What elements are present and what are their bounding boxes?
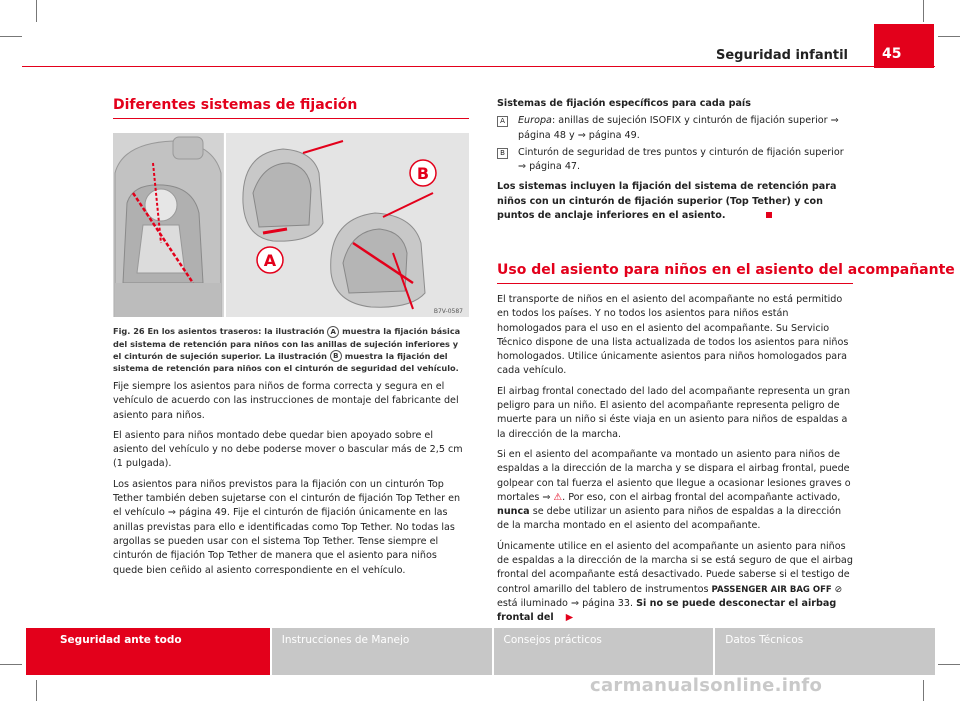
right-column-top — [497, 97, 853, 223]
crop-mark — [36, 0, 37, 22]
figure-label-b: B — [416, 164, 430, 183]
paragraph: El airbag frontal conectado del lado del acompañante representa un gran peligro para un niño. El asiento del acompañante representa peligro de muerte para un niño si éste viaja en un asiento para niños de espaldas a la dirección de la marcha. — [497, 385, 851, 440]
paragraph: Los asientos para niños previstos para la fijación con un cinturón Top Tether también deben sujetarse con el cinturón de fijación Top Tether en el vehículo ⇒ página 49. Fije el cinturón de fijación únicamente en las anillas previstas para ello e identificadas como Top Tether. No todas las argollas se pueden usar con el sistema Top Tether. Tense siempre el cinturón de fijación Top Tether de manera que el asiento para niños quede bien ceñido al asiento correspondiente en el vehículo. — [113, 478, 461, 576]
def-key-a: A — [497, 116, 508, 127]
section-end-mark — [766, 212, 772, 218]
tab-datos-tecnicos[interactable]: Datos Técnicos — [715, 628, 935, 675]
paragraph: El transporte de niños en el asiento del acompañante no está permitido en todos los países. Y no todos los asientos para niños están homologados para el uso en el asiento del acompañante. Su Servicio Técnico dispone de una lista actualizada de todos los asientos para niños homologados. Utilice únicamente asientos para niños homologados para cada vehículo. — [497, 294, 849, 377]
paragraph: Únicamente utilice en el asiento del acompañante un asiento para niños de espaldas a la dirección de la marcha si se está seguro de que el airbag frontal del acompañante está desactivado. Puede saberse si el testigo de control amarillo del tablero de instrumentos PASSENGER AIR BAG OFF ⊘ está iluminado ⇒ página 33. Si no se puede desconectar el airbag frontal del ▶ — [497, 540, 853, 626]
bold-note: Los sistemas incluyen la fijación del sistema de retención para niños con un cinturón de fijación superior (Top Tether) y con puntos de anclaje inferiores en el asiento. — [497, 181, 837, 222]
crop-mark — [938, 36, 960, 37]
section-heading-fixation-systems: Diferentes sistemas de fijación — [113, 97, 358, 113]
crop-mark — [923, 0, 924, 22]
def-key-b: B — [497, 148, 508, 159]
header-rule — [22, 66, 935, 67]
figure-label-a: A — [263, 251, 277, 270]
right-column-body — [497, 293, 853, 626]
section-heading-front-seat: Uso del asiento para niños en el asiento del acompañante — [497, 262, 955, 278]
airbag-off-icon: ⊘ — [831, 584, 843, 595]
running-title: Seguridad infantil — [715, 48, 848, 63]
tab-instrucciones[interactable]: Instrucciones de Manejo — [272, 628, 492, 675]
page-number: 45 — [874, 24, 934, 68]
caption-ref-a: A — [327, 326, 339, 338]
crop-mark — [938, 664, 960, 665]
def-a-region: Europa — [518, 115, 552, 127]
caption-part1: Fig. 26 En los asientos traseros: la ilustración — [113, 326, 328, 336]
continue-arrow-icon: ▶ — [565, 612, 574, 624]
watermark: carmanualsonline.info — [590, 675, 823, 696]
def-b-text: Cinturón de seguridad de tres puntos y cinturón de fijación superior ⇒ página 47. — [518, 146, 844, 173]
def-a-text: : anillas de sujeción ISOFIX y cinturón de fijación superior ⇒ página 48 y ⇒ página 49. — [518, 115, 839, 141]
warning-triangle-icon[interactable]: ⚠ — [553, 491, 563, 503]
paragraph: Fije siempre los asientos para niños de forma correcta y segura en el vehículo de acuerdo con las instrucciones de montaje del fabricante del asiento para niños. — [113, 381, 459, 421]
caption-ref-b: B — [330, 350, 342, 362]
crop-mark — [36, 680, 37, 701]
passenger-airbag-off-indicator: PASSENGER AIR BAG OFF — [711, 584, 832, 595]
child-seat-figure — [113, 133, 469, 317]
crop-mark — [923, 680, 924, 701]
definition-b — [497, 146, 853, 175]
caption-part3: muestra la fijación del sistema de retención para niños con el cinturón de seguridad del vehículo. — [113, 350, 459, 374]
crop-mark — [0, 664, 22, 665]
figure-code: B7V-0587 — [433, 308, 463, 315]
left-column-body — [113, 380, 469, 578]
chapter-tabs — [26, 628, 935, 675]
definition-a — [497, 114, 853, 143]
paragraph: Si en el asiento del acompañante va montado un asiento para niños de espaldas a la dirección de la marcha y se dispara el airbag frontal, puede golpear con tal fuerza el asiento que llegue a ocasionar lesiones graves o mortales ⇒ ⚠. Por eso, con el airbag frontal del acompañante activado, nunca se debe utilizar un asiento para niños de espaldas a la dirección de la marcha montado en el asiento del acompañante. — [497, 448, 851, 532]
paragraph: El asiento para niños montado debe quedar bien apoyado sobre el asiento del vehículo y no debe poderse mover o bascular más de 2,5 cm (1 pulgada). — [113, 429, 463, 470]
child-seat-illustration — [113, 133, 469, 317]
section-heading-rule — [113, 118, 469, 119]
caption-part2: muestra la fijación básica del sistema de retención para niños con las anillas de sujeción inferiores y el cinturón de sujeción superior. La ilustración — [113, 326, 461, 361]
section-heading-rule — [497, 283, 853, 284]
crop-mark — [0, 36, 22, 37]
defs-title: Sistemas de fijación específicos para cada país — [497, 98, 751, 109]
tab-consejos[interactable]: Consejos prácticos — [494, 628, 714, 675]
figure-caption — [113, 325, 469, 375]
tab-seguridad[interactable]: Seguridad ante todo — [26, 628, 270, 675]
